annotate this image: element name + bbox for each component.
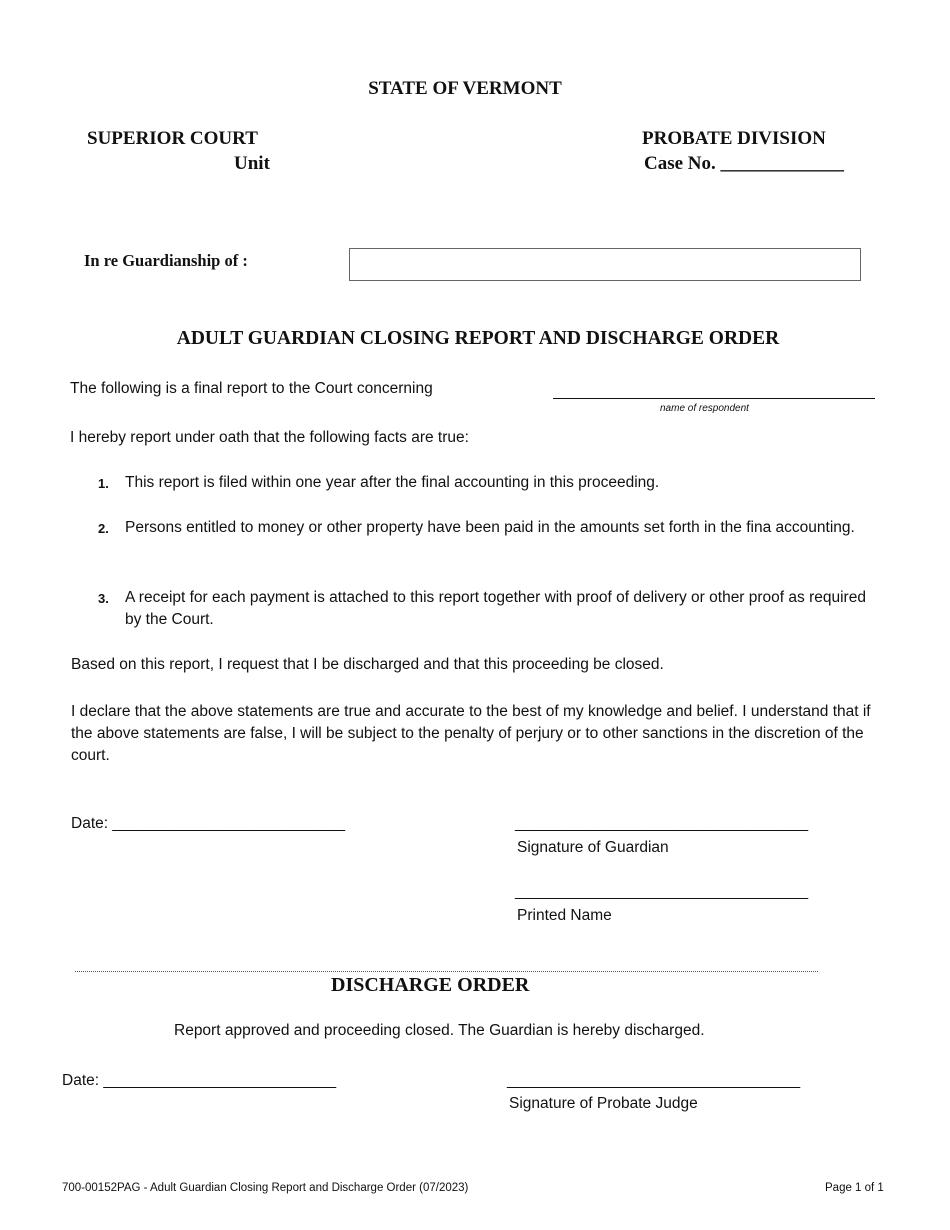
judge-signature-line[interactable]: __________________________________ <box>507 1072 801 1089</box>
guardianship-name-input[interactable] <box>349 248 861 281</box>
intro-text: The following is a final report to the Court concerning <box>70 380 433 397</box>
request-text: Based on this report, I request that I be discharged and that this proceeding be closed. <box>71 656 664 673</box>
fact-number: 1. <box>98 476 109 491</box>
judge-date-field[interactable]: Date: ___________________________ <box>62 1072 337 1089</box>
judge-signature-caption: Signature of Probate Judge <box>509 1095 698 1112</box>
fact-number: 3. <box>98 591 109 606</box>
guardian-date-field[interactable]: Date: ___________________________ <box>71 815 346 832</box>
court-heading: SUPERIOR COURT <box>87 128 258 149</box>
case-number-field[interactable]: Case No. _____________ <box>644 153 845 174</box>
printed-name-line[interactable]: __________________________________ <box>515 883 809 900</box>
printed-name-caption: Printed Name <box>517 907 612 924</box>
division-heading: PROBATE DIVISION <box>642 128 826 149</box>
form-title: ADULT GUARDIAN CLOSING REPORT AND DISCHARGE ORDER <box>176 328 780 349</box>
state-heading: STATE OF VERMONT <box>368 78 562 99</box>
fact-text: This report is filed within one year after the final accounting in this proceeding. <box>125 474 660 491</box>
page-number: Page 1 of 1 <box>825 1182 884 1194</box>
guardian-signature-caption: Signature of Guardian <box>517 839 669 856</box>
guardian-signature-line[interactable]: __________________________________ <box>515 815 809 832</box>
fact-text: A receipt for each payment is attached to this report together with proof of delivery or other proof as required by the Court. <box>125 589 866 628</box>
form-id-footer: 700-00152PAG - Adult Guardian Closing Report and Discharge Order (07/2023) <box>62 1182 469 1194</box>
section-divider <box>75 971 818 972</box>
respondent-caption: name of respondent <box>660 403 749 414</box>
discharge-order-heading: DISCHARGE ORDER <box>331 974 530 996</box>
respondent-name-line[interactable] <box>553 398 875 399</box>
oath-text: I hereby report under oath that the following facts are true: <box>70 429 469 446</box>
discharge-statement: Report approved and proceeding closed. The Guardian is hereby discharged. <box>174 1022 705 1039</box>
declaration-text: I declare that the above statements are true and accurate to the best of my knowledge and belief. I understand that if the above statements are false, I will be subject to the penalty of perjury or to other sanctions in the discretion of the court. <box>71 703 871 764</box>
in-re-label: In re Guardianship of : <box>84 251 248 270</box>
fact-number: 2. <box>98 521 109 536</box>
unit-label: Unit <box>234 153 270 174</box>
fact-text: Persons entitled to money or other property have been paid in the amounts set forth in the fina accounting. <box>125 519 855 536</box>
